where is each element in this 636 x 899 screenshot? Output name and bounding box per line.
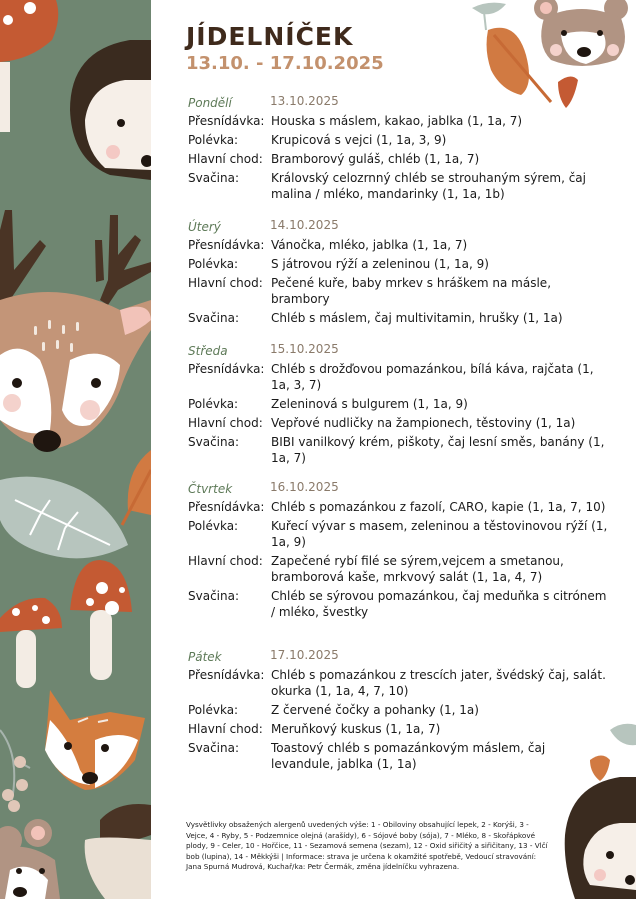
deer-antlers-icon — [0, 210, 151, 305]
day-name: Úterý — [188, 220, 221, 234]
meal-text: Zeleninová s bulgurem (1, 1a, 9) — [271, 397, 468, 411]
day-section-friday — [188, 648, 608, 772]
mushroom-icon — [70, 560, 132, 680]
leaf-icon — [610, 724, 636, 745]
berries-icon — [0, 730, 30, 812]
meal-row — [188, 702, 608, 718]
day-date: 17.10.2025 — [270, 648, 339, 662]
mushroom-icon — [0, 598, 62, 688]
meal-text: Z červené čočky a pohanky (1, 1a) — [271, 703, 479, 717]
meal-label: Hlavní chod: — [188, 416, 263, 430]
meal-text: Chléb s pomazánkou z fazolí, CARO, kapie (1, 1a, 7, 10) — [271, 500, 606, 514]
meal-label: Polévka: — [188, 703, 239, 717]
day-section-monday — [188, 94, 608, 202]
meal-label: Polévka: — [188, 519, 239, 533]
meal-label: Přesnídávka: — [188, 114, 265, 128]
meal-row — [188, 721, 608, 737]
meal-row — [188, 740, 608, 772]
hedgehog-icon — [565, 777, 636, 899]
fox-icon — [45, 690, 145, 790]
day-date: 16.10.2025 — [270, 480, 339, 494]
acorn-icon — [85, 804, 151, 899]
meal-text: S játrovou rýží a zeleninou (1, 1a, 9) — [271, 257, 489, 271]
meal-row — [188, 396, 608, 412]
page-title: JÍDELNÍČEK — [186, 22, 354, 51]
leaf-icon — [0, 477, 128, 559]
day-name: Pondělí — [188, 96, 232, 110]
meal-row — [188, 518, 608, 550]
meal-label: Hlavní chod: — [188, 554, 263, 568]
meal-label: Hlavní chod: — [188, 152, 263, 166]
meal-text: Toastový chléb s pomazánkovým máslem, čaj levandule, jablka (1, 1a) — [271, 741, 546, 771]
day-date: 13.10.2025 — [270, 94, 339, 108]
meal-label: Svačina: — [188, 311, 240, 325]
meal-text: Bramborový guláš, chléb (1, 1a, 7) — [271, 152, 480, 166]
meal-label: Přesnídávka: — [188, 500, 265, 514]
meal-row — [188, 170, 608, 202]
meal-label: Svačina: — [188, 171, 240, 185]
meal-label: Polévka: — [188, 257, 239, 271]
menu-header — [186, 22, 606, 75]
day-date: 15.10.2025 — [270, 342, 339, 356]
meal-label: Svačina: — [188, 435, 240, 449]
day-section-thursday — [188, 480, 608, 620]
meal-row — [188, 415, 608, 431]
mushroom-icon — [0, 0, 58, 132]
meal-row — [188, 310, 608, 326]
meal-text: Chléb s máslem, čaj multivitamin, hrušky (1, 1a) — [271, 311, 563, 325]
meal-label: Přesnídávka: — [188, 238, 265, 252]
meal-label: Hlavní chod: — [188, 276, 263, 290]
day-date: 14.10.2025 — [270, 218, 339, 232]
meal-text: Královský celozrnný chléb se strouhaným sýrem, čaj malina / mléko, mandarinky (1, 1a, 1b) — [271, 171, 586, 201]
meal-label: Polévka: — [188, 133, 239, 147]
meal-row — [188, 588, 608, 620]
day-name: Středa — [188, 344, 228, 358]
meal-label: Polévka: — [188, 397, 239, 411]
meal-row — [188, 361, 608, 393]
meal-text: Chléb s pomazánkou z trescích jater, švédský čaj, salát. okurka (1, 1a, 4, 7, 10) — [271, 668, 606, 698]
mouse-icon — [0, 819, 60, 899]
allergen-footnote: Vysvětlivky obsažených alergenů uvedených výše: 1 - Obiloviny obsahující lepek, 2 - Korýši, 3 - Vejce, 4 - Ryby, 5 - Podzemnice olejná (arašídy), 6 - Sójové boby (sója), 7 - Mléko, 8 - Skořápkové plody, 9 - Celer, 10 - Hořčice, 11 - Sezamová semena (sezam), 12 - Oxid siřičitý a siřičitany, 13 - Vlčí bob (lupina), 14 - Měkkýši | Informace: strava je určena k okamžité spotřebě, Vedoucí stravování: Jana Spurná Mudrová, Kuchař/ka: Petr Čermák, změna jídelníčku vyhrazena. — [186, 820, 548, 871]
meal-label: Hlavní chod: — [188, 722, 263, 736]
meal-text: BIBI vanilkový krém, piškoty, čaj lesní směs, banány (1, 1a, 7) — [271, 435, 605, 465]
hedgehog-icon — [70, 40, 151, 180]
meal-row — [188, 434, 608, 466]
week-range: 13.10. - 17.10.2025 — [186, 53, 384, 74]
leaf-icon — [122, 450, 151, 525]
meal-text: Vepřové nudličky na žampionech, těstoviny (1, 1a) — [271, 416, 576, 430]
day-name: Pátek — [188, 650, 222, 664]
meal-row — [188, 151, 608, 167]
meal-row — [188, 275, 608, 307]
meal-text: Chléb s drožďovou pomazánkou, bílá káva, rajčata (1, 1a, 3, 7) — [271, 362, 594, 392]
meal-text: Zapečené rybí filé se sýrem,vejcem a smetanou, bramborová kaše, mrkvový salát (1, 1a, 4, 7) — [271, 554, 564, 584]
meal-text: Pečené kuře, baby mrkev s hráškem na másle, brambory — [271, 276, 552, 306]
deer-icon — [0, 292, 151, 452]
meal-row — [188, 256, 608, 272]
day-name: Čtvrtek — [188, 482, 233, 496]
day-section-wednesday — [188, 342, 608, 466]
meal-label: Svačina: — [188, 741, 240, 755]
meal-row — [188, 132, 608, 148]
meal-row — [188, 237, 608, 253]
meal-text: Houska s máslem, kakao, jablka (1, 1a, 7) — [271, 114, 523, 128]
meal-text: Meruňkový kuskus (1, 1a, 7) — [271, 722, 441, 736]
meal-text: Chléb se sýrovou pomazánkou, čaj meduňka s citrónem / mléko, švestky — [271, 589, 607, 619]
meal-text: Krupicová s vejci (1, 1a, 3, 9) — [271, 133, 447, 147]
decorative-band — [0, 0, 151, 899]
meal-row — [188, 667, 608, 699]
meal-label: Svačina: — [188, 589, 240, 603]
day-section-tuesday — [188, 218, 608, 326]
meal-text: Vánočka, mléko, jablka (1, 1a, 7) — [271, 238, 468, 252]
meal-label: Přesnídávka: — [188, 362, 265, 376]
meal-row — [188, 499, 608, 515]
meal-label: Přesnídávka: — [188, 668, 265, 682]
meal-row — [188, 113, 608, 129]
meal-text: Kuřecí vývar s masem, zeleninou a těstovinovou rýží (1, 1a, 9) — [271, 519, 608, 549]
meal-row — [188, 553, 608, 585]
